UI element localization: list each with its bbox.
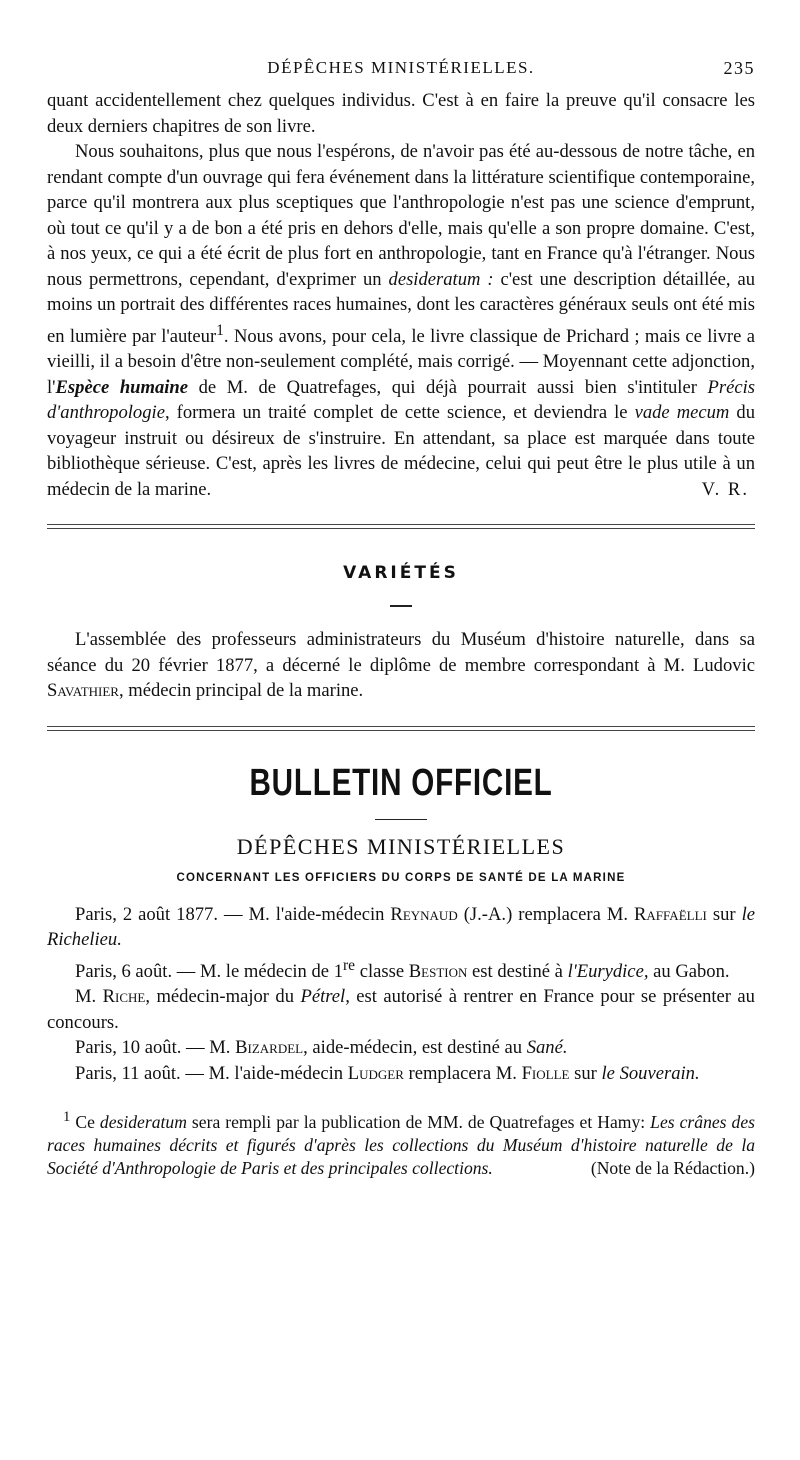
- dispatch-text: sur: [569, 1062, 602, 1084]
- book-title-espece-humaine: Espèce humaine: [55, 376, 189, 398]
- footnote-text: Ce: [70, 1112, 100, 1133]
- ship-name: Pétrel,: [300, 986, 350, 1008]
- review-text-run: . Nous avons, pour cela, le livre classique de Prichard ; mais ce livre a vieilli, il a besoin d'être non-seulement complété, mais corrigé. — Moyennant cette adjonction, l': [47, 325, 755, 398]
- ship-name: le Souverain.: [601, 1062, 700, 1084]
- dispatch-text: remplacera M.: [403, 1062, 522, 1084]
- varietes-paragraph: [47, 627, 755, 704]
- dispatch-text: Paris, 2 août 1877. — M. l'aide-médecin: [75, 903, 391, 925]
- person-name: Bestion: [408, 960, 468, 982]
- dispatch-text: au Gabon.: [648, 960, 730, 982]
- dispatch-entry: [47, 902, 755, 953]
- dispatch-text: est destiné à: [467, 960, 568, 982]
- signature: V. R.: [701, 478, 749, 500]
- varietes-text-run: L'assemblée des professeurs administrateurs du Muséum d'histoire naturelle, dans sa séance du 20 février 1877, a décerné le diplôme de membre correspondant à M. Ludovic: [47, 629, 755, 676]
- review-text-run: du voyageur instruit ou désireux de s'instruire. En attendant, sa place est marquée dans toute bibliothèque sérieuse. C'est, après les livres de médecine, celui qui peut être le plus utile à un médecin de la marine.: [47, 402, 755, 500]
- review-text-run: de M. de Quatrefages, qui déjà pourrait aussi bien s'intituler: [188, 376, 708, 398]
- person-name: Riche: [102, 986, 146, 1008]
- dispatch-list: [47, 902, 755, 1087]
- dispatch-text: , aide-médecin, est destiné au: [303, 1037, 527, 1059]
- ship-name: le Richelieu.: [47, 903, 755, 951]
- dispatch-entry: [47, 984, 755, 1035]
- varietes-heading: VARIÉTÉS: [343, 563, 459, 584]
- varietes-text-run: , médecin principal de la marine.: [118, 680, 364, 702]
- depeches-heading: DÉPÊCHES MINISTÉRIELLES: [236, 833, 566, 859]
- section-divider: [47, 726, 755, 731]
- emphasis-desideratum: desideratum: [99, 1112, 187, 1133]
- review-text-run: c'est une description détaillée, au moins un portrait des différentes races humaines, dont les caractères généraux seuls ont été mis en lumière par l'auteur: [47, 268, 755, 347]
- dispatch-text: classe: [355, 960, 409, 982]
- dispatch-text: M.: [75, 986, 103, 1008]
- emphasis-vade-mecum: vade mecum: [634, 402, 730, 424]
- review-text-run: , formera un traité complet de cette science, et deviendra le: [164, 402, 635, 424]
- footnote-text: sera rempli par la publication de MM. de Quatrefages et Hamy:: [186, 1112, 651, 1133]
- dispatch-text: (J.-A.) remplacera M.: [457, 903, 635, 925]
- ship-name: l'Eurydice,: [567, 960, 649, 982]
- ship-name: Sané.: [526, 1037, 568, 1059]
- review-paragraph-1: quant accidentellement chez quelques individus. C'est à en faire la preuve qu'il consacre les deux derniers chapitres de son livre.: [47, 90, 755, 137]
- review-text-run: Nous souhaitons, plus que nous l'espérons, de n'avoir pas été au-dessous de notre tâche, en rendant compte d'un ouvrage qui fera événement dans la littérature scientifique contemporaine, parce qu'il montrera aux plus sceptiques que l'anthropologie n'est pas une science d'emprunt, où tout ce qu'il y a de bon a été pris en dehors d'elle, mais qu'elle a son propre domaine. C'est, à nos yeux, ce qui a été écrit de plus fort en anthropologie, tant en France qu'à l'étranger. Nous nous permettrons, cependant, d'exprimer un: [47, 141, 755, 290]
- dispatch-entry: [47, 1035, 755, 1061]
- running-head: [47, 58, 755, 88]
- review-paragraph-2: [47, 139, 755, 502]
- dispatch-text: Paris, 10 août. — M.: [75, 1037, 236, 1059]
- page-number: 235: [723, 58, 755, 78]
- dispatch-text: sur: [706, 903, 742, 925]
- footnote-paragraph: [47, 1106, 755, 1180]
- dispatch-text: , médecin-major du: [145, 986, 301, 1008]
- review-text: [47, 88, 755, 502]
- footnote-marker: 1: [63, 1109, 71, 1126]
- person-name: Ludger: [347, 1062, 404, 1084]
- footnote-reference[interactable]: 1: [216, 321, 224, 339]
- dispatch-entry: [47, 1061, 755, 1087]
- dispatch-text: Paris, 11 août. — M. l'aide-médecin: [75, 1062, 348, 1084]
- dispatch-entry: [47, 953, 755, 985]
- emphasis-desideratum: desideratum :: [388, 268, 494, 290]
- dispatch-text: Paris, 6 août. — M. le médecin de 1: [75, 960, 344, 982]
- page: [47, 58, 755, 1180]
- cited-work-title: Les crânes des races humaines décrits et figurés d'après les collections du Muséum d'histoire naturelle de la Société d'Anthropologie de Paris et des principales collections.: [47, 1112, 755, 1179]
- running-head-title: DÉPÊCHES MINISTÉRIELLES.: [267, 58, 535, 77]
- concernant-subheading: CONCERNANT LES OFFICIERS DU CORPS DE SANTÉ DE LA MARINE: [176, 871, 626, 884]
- varietes-text: [47, 627, 755, 704]
- person-name: Bizardel: [235, 1037, 304, 1059]
- person-name: Raffaëlli: [634, 903, 707, 925]
- footnote: [47, 1106, 755, 1180]
- editorial-note: (Note de la Rédaction.): [590, 1158, 755, 1179]
- ordinal-superscript: re: [343, 956, 356, 974]
- person-name: Fiolle: [521, 1062, 570, 1084]
- person-name: Reynaud: [390, 903, 458, 925]
- bulletin-heading: BULLETIN OFFICIEL: [249, 761, 553, 804]
- heading-rule: [375, 819, 427, 820]
- dispatch-text: est autorisé à rentrer en France pour se présenter au concours.: [47, 986, 755, 1033]
- book-title-precis: Précis d'anthropologie: [47, 376, 755, 424]
- section-divider: [47, 524, 755, 529]
- heading-dash: [390, 605, 412, 607]
- person-name: Savathier: [47, 680, 119, 702]
